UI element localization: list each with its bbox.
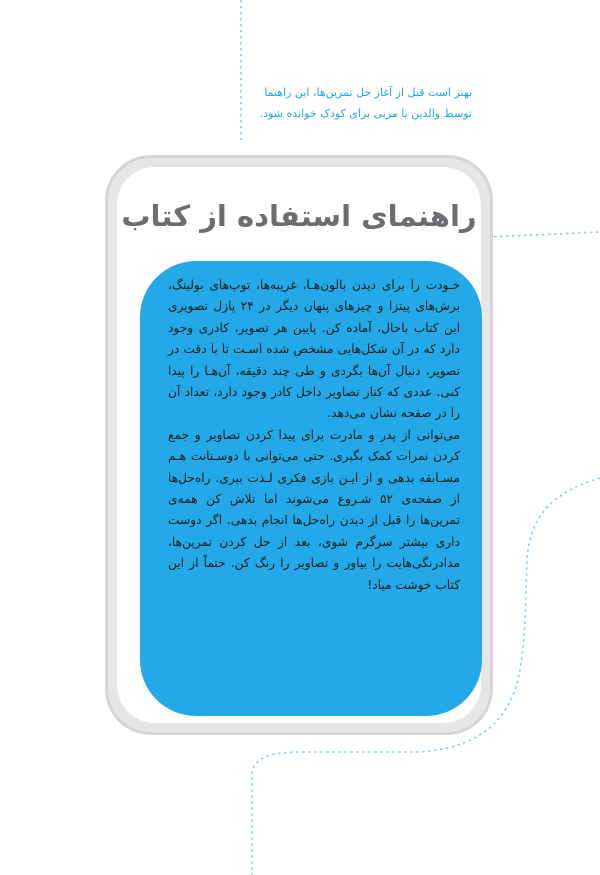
guide-title: راهنمای استفاده از کتاب xyxy=(121,199,477,233)
guide-paragraph-1: خـودت را برای دیدن بالون‌هـا، غریبه‌ها، توپ‌های بولینگ، برش‌های پیتزا و چیزهای پنهان دیگر در ۲۴ پازل تصویری این کتاب باحال، آماده کن. پایین هر تصویر، کادری وجود دارد که در آن شکل‌هایی مشخص شده اسـت تا با دقت در تصویر، دنبال آن‌ها بگردی و طی چند دقیقه، آن‌هـا را پیدا کنی. عددی که کنار تصاویر داخل کادر وجود دارد، تعداد آن را در صفحه نشان می‌دهد. xyxy=(168,278,460,421)
parent-note-line-2: توسط والدین یا مربی برای کودک خوانده شود. xyxy=(259,107,472,120)
guide-card xyxy=(105,155,493,735)
parent-note xyxy=(252,82,472,124)
guide-text-panel xyxy=(140,261,482,716)
parent-note-line-1: بهتر است قبل از آغاز حل تمرین‌ها، این راهنما xyxy=(264,86,472,99)
guide-card-inner xyxy=(117,167,481,723)
guide-paragraph-2: می‌توانی از پدر و مادرت برای پیدا کردن تصاویر و جمع کردن نمرات کمک بگیری. حتی می‌توانی با دوسـتانت هـم مسـابقه بدهی و از ایـن بازی فکری لـذت ببری. راه‌حل‌ها از صفحه‌ی ۵۲ شـروع می‌شوند اما تلاش کن همه‌ی تمرین‌ها را قبل از دیدن راه‌حل‌ها انجام بدهی. اگر دوست داری بیشتر سرگرم شوی، بعد از حل کردن تمرین‌ها، مدادرنگی‌هایت را بیاور و تصاویر را رنگ کن. حتماً از این کتاب خوشت میاد! xyxy=(168,427,461,592)
guide-body xyxy=(168,275,460,596)
